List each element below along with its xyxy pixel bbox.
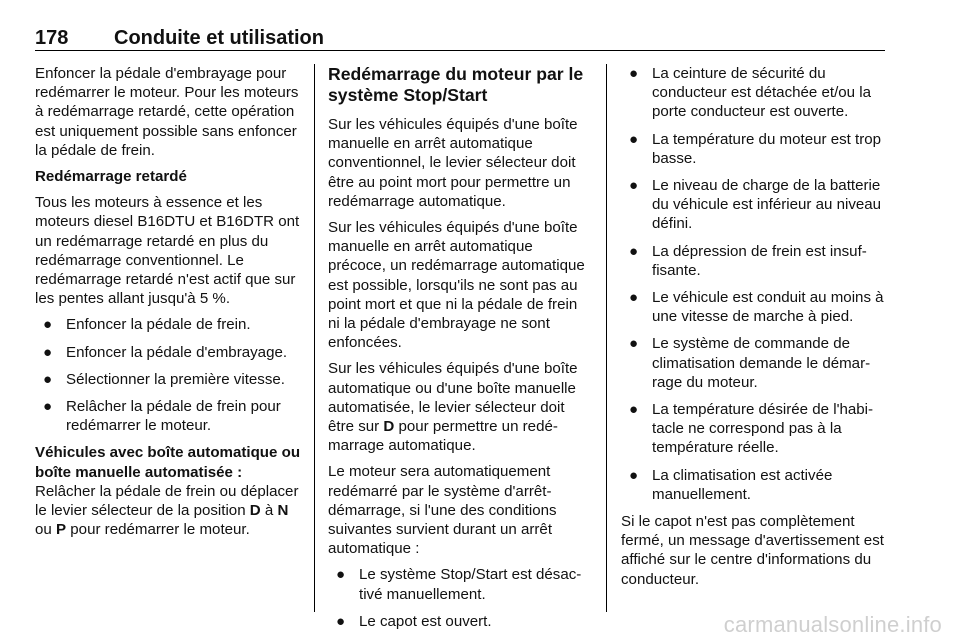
bullet-icon: ● [629, 177, 639, 195]
stop-start-restart-heading: Redémarrage du moteur par le système Stop/Start [328, 64, 584, 105]
list-item: ● Le système Stop/Start est désactivé manuellement. [336, 566, 582, 603]
delayed-restart-paragraph: Tous les moteurs à essence et les moteurs diesel B16DTU et B16DTR ont un redémarrage retardé en plus du redémarrage conventionnel. Le redémarrage retardé n'est actif que sur les pentes allant jusqu'à 5 %. [35, 194, 300, 308]
column-right [621, 64, 887, 596]
bullet-icon: ● [629, 289, 639, 307]
column-divider-2 [606, 64, 607, 612]
bullet-icon: ● [629, 401, 639, 419]
bullet-icon: ● [43, 370, 53, 388]
bullet-icon: ● [43, 316, 53, 334]
gear-n: N [277, 502, 289, 520]
bullet-icon: ● [43, 398, 53, 416]
automatic-gearbox-paragraph: Relâcher la pédale de frein ou déplacer le levier sélecteur de la position D à N ou P pour redémarrer le moteur. [35, 482, 299, 539]
paragraph-conditions-intro: Le moteur sera automatiquement redémarré par le système d'arrêt-démarrage, si l'une des conditions suivantes survient durant un arrêt automatique : [328, 463, 557, 558]
list-item: ● La ceinture de sécurité du conducteur est détachée et/ou la porte conducteur est ouverte. [629, 65, 872, 121]
watermark: carmanualsonline.info [723, 612, 942, 637]
column-divider-1 [314, 64, 315, 612]
automatic-gearbox-heading: Véhicules avec boîte automatique ou boîte manuelle automatisée : [35, 444, 301, 481]
list-item: ● Relâcher la pédale de frein pour redémarrer le moteur. [43, 398, 281, 435]
list-item: ● Le système de commande de climatisation demande le démarrage du moteur. [629, 335, 871, 391]
paragraph-manual-early: Sur les véhicules équipés d'une boîte manuelle en arrêt automatique précoce, un redémarrage automatique est possible, lorsqu'ils ne sont pas au point mort et que ni la pédale de frein ni la pédale d'embrayage ne sont enfoncées. [328, 219, 585, 352]
list-item: ● La climatisation est activée manuellement. [629, 466, 833, 503]
list-item: ● La température désirée de l'habitacle ne correspond pas à la température réelle. [629, 401, 874, 457]
list-item: ● Le capot est ouvert. [336, 612, 492, 630]
intro-paragraph: Enfoncer la pédale d'embrayage pour redémarrer le moteur. Pour les moteurs à redémarrage retardé, cette opération est uniquement possible sans enfoncer la pédale de frein. [35, 65, 299, 159]
bullet-icon: ● [629, 335, 639, 353]
page-number: 178 [35, 27, 69, 49]
closing-paragraph: Si le capot n'est pas complètement fermé, un message d'avertissement est affiché sur le centre d'informations du conducteur. [621, 513, 884, 588]
delayed-restart-steps [35, 315, 301, 435]
page-header [35, 28, 885, 51]
delayed-restart-heading: Redémarrage retardé [35, 168, 187, 186]
chapter-title: Conduite et utilisation [114, 27, 324, 49]
bullet-icon: ● [629, 466, 639, 484]
paragraph-automatic: Sur les véhicules équipés d'une boîte automatique ou d'une boîte manuelle automatisée, le levier sélecteur doit être sur D pour permettre un redémarrage automatique. [328, 360, 578, 455]
list-item: ● Enfoncer la pédale de frein. [43, 316, 251, 334]
gear-d: D [249, 502, 261, 520]
bullet-icon: ● [336, 566, 346, 584]
bullet-icon: ● [629, 242, 639, 260]
list-item: ● Sélectionner la première vitesse. [43, 370, 285, 388]
list-item: ● Le niveau de charge de la batterie du véhicule est inférieur au niveau défini. [629, 177, 882, 233]
column-left [35, 64, 301, 546]
paragraph-manual-conventional: Sur les véhicules équipés d'une boîte manuelle en arrêt automatique conventionnel, le levier sélecteur doit être au point mort pour permettre un redémarrage automatique. [328, 116, 578, 210]
gear-p: P [56, 521, 67, 539]
list-item: ● La dépression de frein est insuffisante. [629, 242, 867, 279]
gear-d: D [383, 418, 395, 436]
list-item: ● Enfoncer la pédale d'embrayage. [43, 343, 288, 361]
bullet-icon: ● [43, 343, 53, 361]
bullet-icon: ● [629, 65, 639, 82]
restart-conditions-list [328, 565, 590, 631]
bullet-icon: ● [629, 130, 639, 148]
list-item: ● La température du moteur est trop basse. [629, 130, 882, 167]
list-item: ● Le véhicule est conduit au moins à une vitesse de marche à pied. [629, 289, 884, 326]
restart-conditions-list-continued [621, 64, 887, 504]
column-middle [328, 64, 590, 639]
bullet-icon: ● [336, 612, 346, 630]
